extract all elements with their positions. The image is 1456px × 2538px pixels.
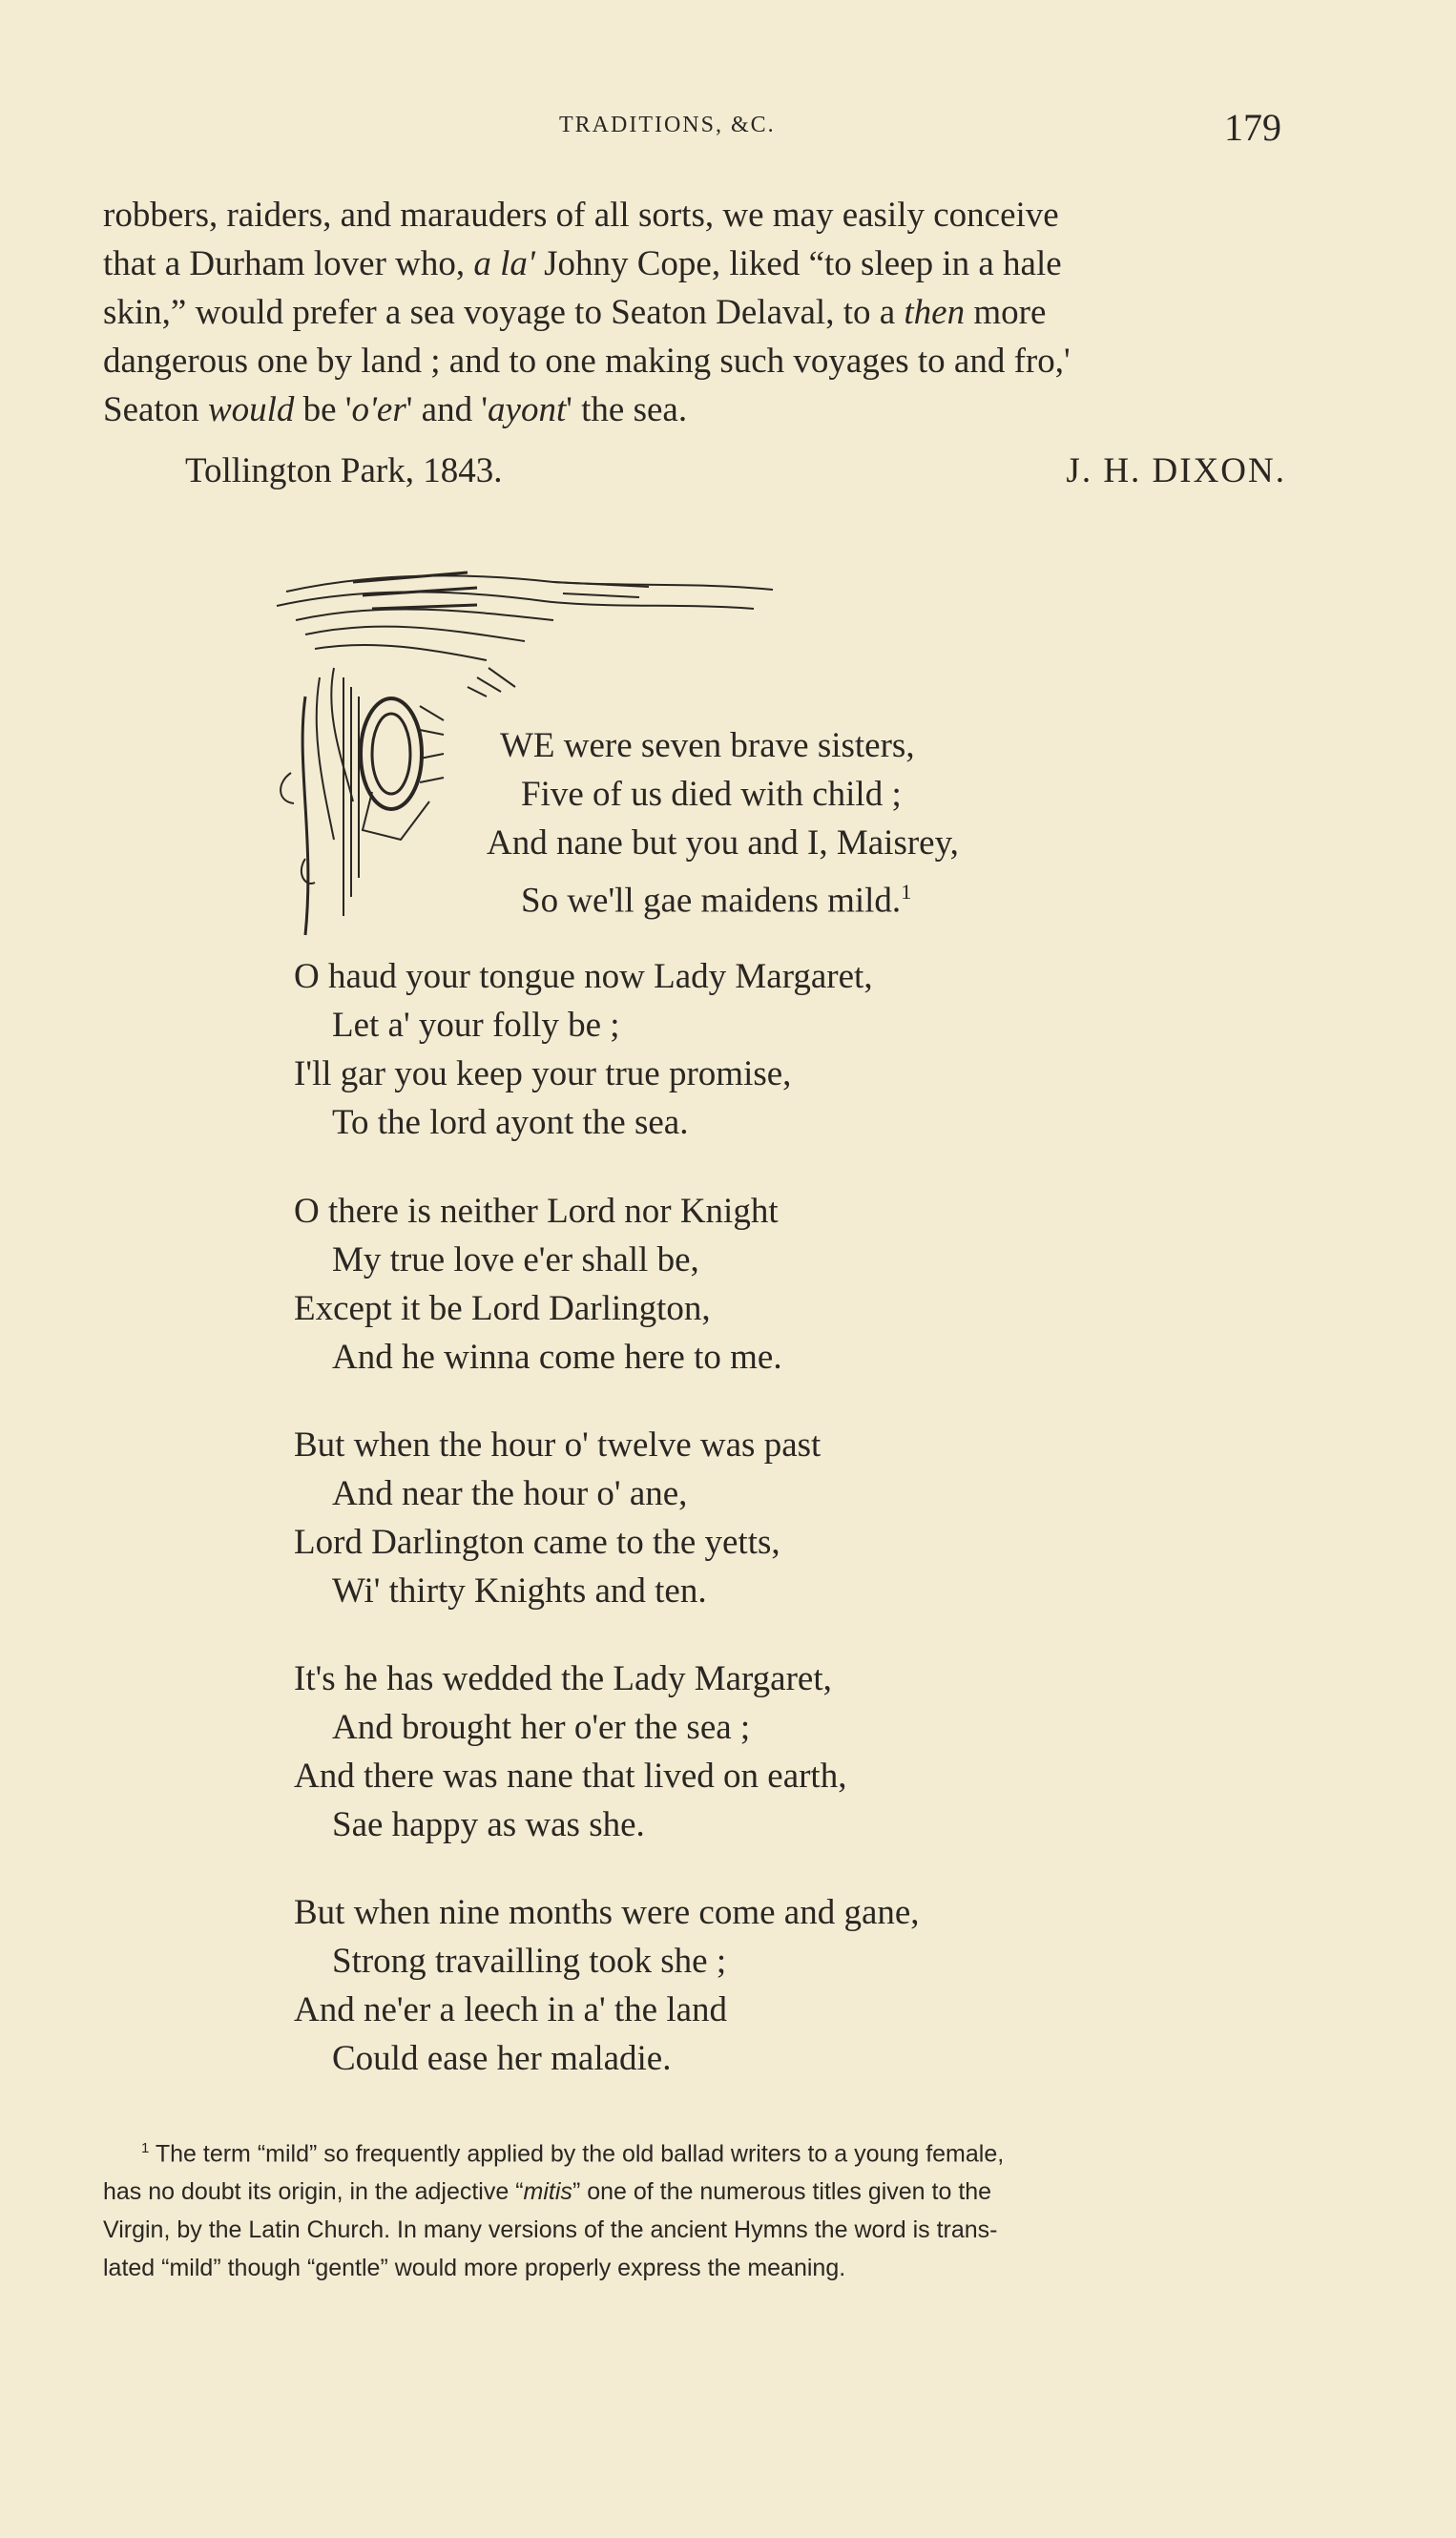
verse-line: To the lord ayont the sea. [332,1103,689,1142]
prose-line: that a Durham lover who, a la' Johny Cope, liked “to sleep in a hale [103,244,1062,283]
footnote-reference: 1 [901,880,912,904]
prose-line: robbers, raiders, and marauders of all sorts, we may easily conceive [103,196,1059,235]
footnote-line: $^1$ The term “mild” so frequently applied by the old ballad writers to a young female, [141,2140,1005,2168]
verse-line: Five of us died with child ; [521,775,902,814]
verse-line: O there is neither Lord nor Knight [294,1192,779,1231]
verse-line: My true love e'er shall be, [332,1240,699,1279]
verse-line: Except it be Lord Darlington, [294,1289,711,1328]
ballad-stanza-3 [294,1187,1153,1382]
verse-line: And he winna come here to me. [332,1338,782,1377]
ballad-stanza-4 [294,1421,1153,1615]
page-number: 179 [1224,106,1281,149]
ballad-stanza-6 [294,1888,1153,2083]
footnote-line: has no doubt its origin, in the adjective “mitis” one of the numerous titles given to the [103,2178,992,2206]
verse-line: But when nine months were come and gane, [294,1893,920,1932]
verse-line: Lord Darlington came to the yetts, [294,1523,780,1562]
footnote [103,2130,1286,2287]
footnote-line: lated “mild” though “gentle” would more properly express the meaning. [103,2255,846,2282]
verse-line: And nane but you and I, Maisrey, [487,823,959,863]
verse-line: And brought her o'er the sea ; [332,1708,751,1747]
author-name: J. H. DIXON. [1066,451,1286,490]
verse-line: Sae happy as was she. [332,1805,645,1844]
verse-line: Let a' your folly be ; [332,1006,620,1045]
verse-line: Could ease her maladie. [332,2039,672,2078]
footnote-mark: 1 [141,2140,150,2156]
footnote-line: Virgin, by the Latin Church. In many versions of the ancient Hymns the word is trans- [103,2216,998,2244]
verse-line: Wi' thirty Knights and ten. [332,1571,707,1611]
verse-line: I'll gar you keep your true promise, [294,1054,792,1093]
ballad-stanza-1 [468,721,959,925]
verse-line: And ne'er a leech in a' the land [294,1990,728,2029]
ballad-stanza-5 [294,1654,1153,1849]
signature-line [103,450,1286,491]
verse-line: But when the hour o' twelve was past [294,1425,822,1465]
prose-paragraph [103,191,1286,434]
verse-line: WE were seven brave sisters, [500,726,915,765]
verse-line: It's he has wedded the Lady Margaret, [294,1659,832,1698]
prose-line: dangerous one by land ; and to one making such voyages to and fro,' [103,342,1071,381]
verse-line: And near the hour o' ane, [332,1474,688,1513]
place-date: Tollington Park, 1843. [185,451,503,490]
verse-line: O haud your tongue now Lady Margaret, [294,957,873,996]
verse-line: And there was nane that lived on earth, [294,1757,847,1796]
ballad-stanza-2 [294,952,1153,1147]
verse-line: So we'll gae maidens mild.$^1$ [521,880,912,921]
verse-line: Strong travailling took she ; [332,1942,727,1981]
prose-line: Seaton would be 'o'er' and 'ayont' the sea. [103,390,688,429]
running-head: TRADITIONS, &C. [559,113,776,137]
prose-line: skin,” would prefer a sea voyage to Seaton Delaval, to a then more [103,293,1047,332]
